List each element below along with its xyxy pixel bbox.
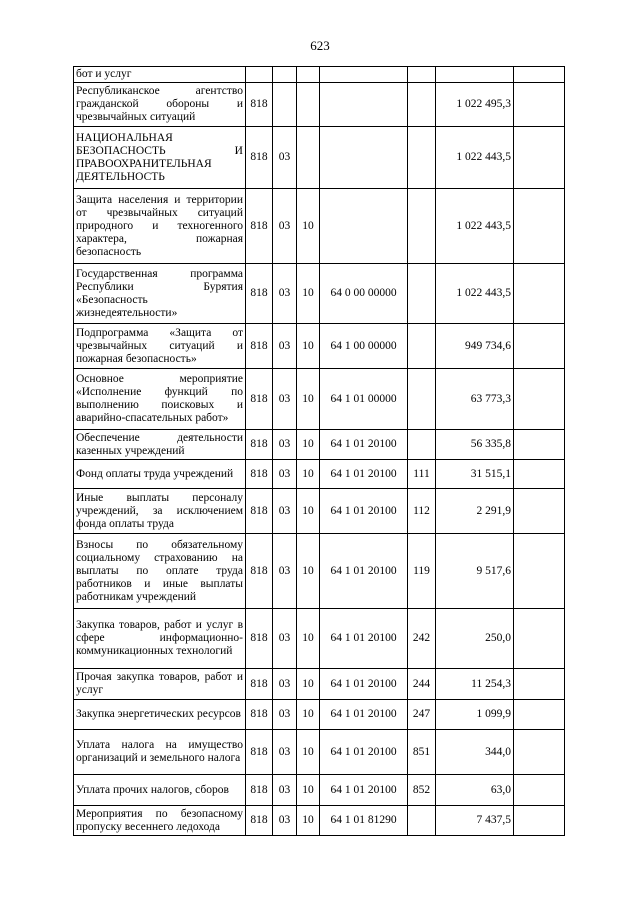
table-row	[74, 324, 565, 369]
row-name: Мероприятия по безопасному пропуску весеннего ледохода	[74, 806, 246, 836]
empty-cell	[514, 460, 565, 489]
section-code: 03	[273, 609, 297, 669]
section-code: 03	[273, 489, 297, 534]
ministry-code: 818	[246, 806, 273, 836]
target-code: 64 1 01 81290	[320, 806, 408, 836]
target-code: 64 1 01 00000	[320, 369, 408, 430]
row-name: Обеспечение деятельности казенных учреждений	[74, 430, 246, 460]
empty-cell	[514, 775, 565, 806]
ministry-code: 818	[246, 700, 273, 730]
target-code: 64 1 01 20100	[320, 460, 408, 489]
subsection-code: 10	[297, 264, 320, 324]
row-name: Подпрограмма «Защита от чрезвычайных ситуаций и пожарная безопасность»	[74, 324, 246, 369]
subsection-code: 10	[297, 369, 320, 430]
section-code: 03	[273, 430, 297, 460]
subsection-code: 10	[297, 430, 320, 460]
table-row	[74, 83, 565, 127]
subsection-code: 10	[297, 460, 320, 489]
section-code: 03	[273, 324, 297, 369]
table-row	[74, 369, 565, 430]
subsection-code: 10	[297, 806, 320, 836]
expense-type-code: 247	[408, 700, 436, 730]
amount: 1 022 443,5	[436, 127, 514, 189]
section-code: 03	[273, 189, 297, 264]
amount: 1 022 443,5	[436, 189, 514, 264]
amount: 1 022 495,3	[436, 83, 514, 127]
table-row	[74, 700, 565, 730]
ministry-code: 818	[246, 430, 273, 460]
amount: 63 773,3	[436, 369, 514, 430]
amount: 11 254,3	[436, 669, 514, 700]
ministry-code: 818	[246, 489, 273, 534]
ministry-code: 818	[246, 324, 273, 369]
empty-cell	[514, 430, 565, 460]
page-number: 623	[310, 38, 330, 53]
section-code: 03	[273, 264, 297, 324]
section-code: 03	[273, 534, 297, 609]
amount: 1 022 443,5	[436, 264, 514, 324]
section-code: 03	[273, 730, 297, 775]
empty-cell	[514, 324, 565, 369]
ministry-code: 818	[246, 609, 273, 669]
expense-type-code	[408, 127, 436, 189]
row-name: НАЦИОНАЛЬНАЯ БЕЗОПАСНОСТЬ И ПРАВООХРАНИТЕЛЬНАЯ ДЕЯТЕЛЬНОСТЬ	[74, 127, 246, 189]
subsection-code: 10	[297, 775, 320, 806]
table-row	[74, 806, 565, 836]
amount: 9 517,6	[436, 534, 514, 609]
empty-cell	[514, 806, 565, 836]
ministry-code: 818	[246, 264, 273, 324]
amount: 949 734,6	[436, 324, 514, 369]
table-row	[74, 609, 565, 669]
row-name: Закупка энергетических ресурсов	[74, 700, 246, 730]
table-row	[74, 534, 565, 609]
empty-cell	[514, 700, 565, 730]
expense-type-code: 119	[408, 534, 436, 609]
empty-cell	[514, 189, 565, 264]
empty-cell	[514, 609, 565, 669]
empty-cell	[514, 127, 565, 189]
expense-type-code	[408, 430, 436, 460]
row-name: бот и услуг	[74, 67, 246, 83]
table-row	[74, 730, 565, 775]
target-code: 64 1 01 20100	[320, 700, 408, 730]
subsection-code: 10	[297, 609, 320, 669]
target-code	[320, 127, 408, 189]
ministry-code: 818	[246, 189, 273, 264]
row-name: Защита населения и территории от чрезвычайных ситуаций природного и техногенного характера, пожарная безопасность	[74, 189, 246, 264]
section-code: 03	[273, 775, 297, 806]
ministry-code: 818	[246, 127, 273, 189]
target-code: 64 1 01 20100	[320, 534, 408, 609]
section-code: 03	[273, 700, 297, 730]
amount: 56 335,8	[436, 430, 514, 460]
table-row	[74, 489, 565, 534]
row-name: Иные выплаты персоналу учреждений, за исключением фонда оплаты труда	[74, 489, 246, 534]
ministry-code: 818	[246, 83, 273, 127]
table-row	[74, 67, 565, 83]
subsection-code: 10	[297, 730, 320, 775]
expense-type-code	[408, 324, 436, 369]
target-code: 64 1 01 20100	[320, 669, 408, 700]
ministry-code: 818	[246, 730, 273, 775]
subsection-code: 10	[297, 189, 320, 264]
section-code	[273, 67, 297, 83]
row-name: Основное мероприятие «Исполнение функций по выполнению поисковых и аварийно-спасательных работ»	[74, 369, 246, 430]
section-code	[273, 83, 297, 127]
empty-cell	[514, 534, 565, 609]
section-code: 03	[273, 369, 297, 430]
empty-cell	[514, 489, 565, 534]
target-code: 64 1 01 20100	[320, 730, 408, 775]
target-code: 64 1 01 20100	[320, 430, 408, 460]
subsection-code: 10	[297, 669, 320, 700]
subsection-code	[297, 83, 320, 127]
row-name: Уплата прочих налогов, сборов	[74, 775, 246, 806]
amount: 344,0	[436, 730, 514, 775]
subsection-code	[297, 127, 320, 189]
expense-type-code	[408, 264, 436, 324]
amount: 7 437,5	[436, 806, 514, 836]
expense-type-code	[408, 189, 436, 264]
amount	[436, 67, 514, 83]
row-name: Государственная программа Республики Бурятия «Безопасность жизнедеятельности»	[74, 264, 246, 324]
expense-type-code: 852	[408, 775, 436, 806]
table-row	[74, 775, 565, 806]
ministry-code	[246, 67, 273, 83]
subsection-code: 10	[297, 700, 320, 730]
target-code: 64 1 00 00000	[320, 324, 408, 369]
expense-type-code: 242	[408, 609, 436, 669]
target-code	[320, 83, 408, 127]
ministry-code: 818	[246, 669, 273, 700]
table-row	[74, 430, 565, 460]
amount: 31 515,1	[436, 460, 514, 489]
expense-type-code	[408, 83, 436, 127]
table-row	[74, 460, 565, 489]
row-name: Уплата налога на имущество организаций и земельного налога	[74, 730, 246, 775]
empty-cell	[514, 730, 565, 775]
target-code: 64 0 00 00000	[320, 264, 408, 324]
expense-type-code	[408, 67, 436, 83]
row-name: Взносы по обязательному социальному страхованию на выплаты по оплате труда работников и иные выплаты работникам учреждений	[74, 534, 246, 609]
subsection-code	[297, 67, 320, 83]
ministry-code: 818	[246, 775, 273, 806]
target-code	[320, 67, 408, 83]
row-name: Фонд оплаты труда учреждений	[74, 460, 246, 489]
budget-table	[73, 66, 565, 836]
amount: 63,0	[436, 775, 514, 806]
target-code	[320, 189, 408, 264]
expense-type-code	[408, 369, 436, 430]
section-code: 03	[273, 127, 297, 189]
table-row	[74, 127, 565, 189]
amount: 1 099,9	[436, 700, 514, 730]
empty-cell	[514, 369, 565, 430]
amount: 250,0	[436, 609, 514, 669]
table-row	[74, 264, 565, 324]
subsection-code: 10	[297, 324, 320, 369]
expense-type-code: 111	[408, 460, 436, 489]
target-code: 64 1 01 20100	[320, 489, 408, 534]
row-name: Республиканское агентство гражданской обороны и чрезвычайных ситуаций	[74, 83, 246, 127]
target-code: 64 1 01 20100	[320, 775, 408, 806]
amount: 2 291,9	[436, 489, 514, 534]
subsection-code: 10	[297, 489, 320, 534]
empty-cell	[514, 669, 565, 700]
table-row	[74, 189, 565, 264]
section-code: 03	[273, 806, 297, 836]
empty-cell	[514, 83, 565, 127]
target-code: 64 1 01 20100	[320, 609, 408, 669]
ministry-code: 818	[246, 369, 273, 430]
expense-type-code: 244	[408, 669, 436, 700]
subsection-code: 10	[297, 534, 320, 609]
expense-type-code: 112	[408, 489, 436, 534]
empty-cell	[514, 264, 565, 324]
ministry-code: 818	[246, 460, 273, 489]
table-row	[74, 669, 565, 700]
ministry-code: 818	[246, 534, 273, 609]
row-name: Прочая закупка товаров, работ и услуг	[74, 669, 246, 700]
section-code: 03	[273, 460, 297, 489]
row-name: Закупка товаров, работ и услуг в сфере информационно-коммуникационных технологий	[74, 609, 246, 669]
empty-cell	[514, 67, 565, 83]
section-code: 03	[273, 669, 297, 700]
expense-type-code: 851	[408, 730, 436, 775]
expense-type-code	[408, 806, 436, 836]
